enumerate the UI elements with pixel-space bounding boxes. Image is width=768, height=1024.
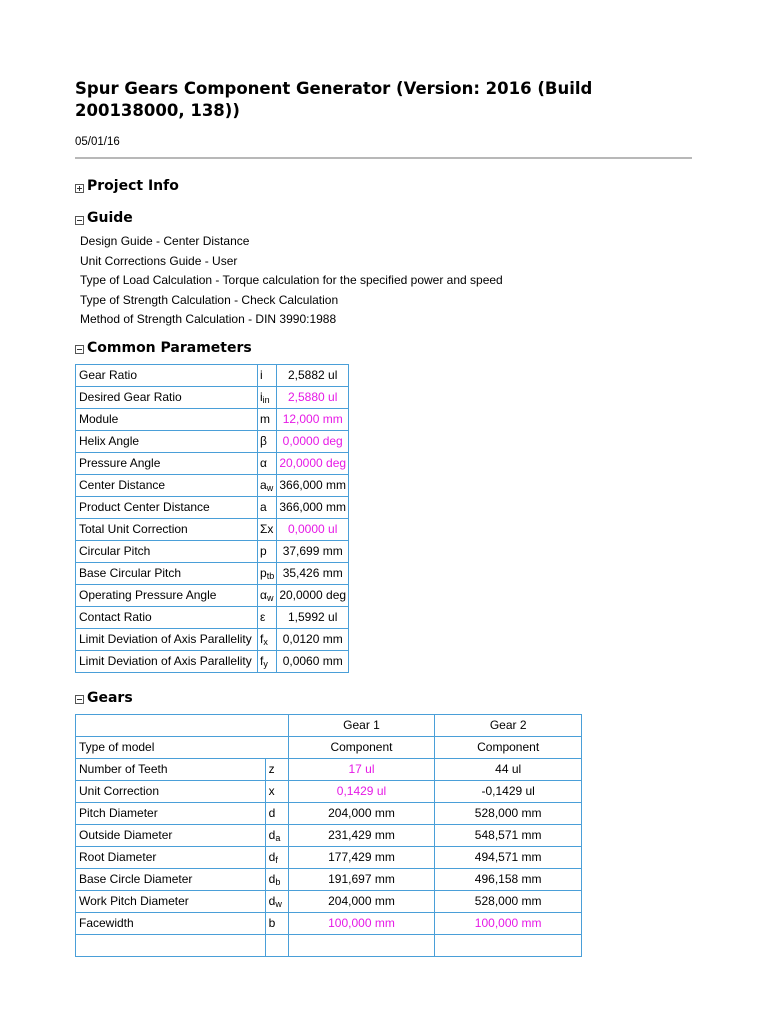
param-symbol bbox=[258, 540, 277, 562]
param-name: Limit Deviation of Axis Parallelity bbox=[76, 628, 258, 650]
gear-parameter-row bbox=[76, 912, 582, 934]
param-value: 0,0000 deg bbox=[277, 430, 349, 452]
gear1-value: 191,697 mm bbox=[288, 868, 435, 890]
parameter-row bbox=[76, 562, 349, 584]
parameter-row bbox=[76, 452, 349, 474]
param-symbol bbox=[265, 912, 288, 934]
symbol: i bbox=[260, 390, 263, 404]
param-symbol bbox=[258, 606, 277, 628]
header-blank-cell bbox=[76, 714, 289, 736]
param-symbol bbox=[265, 868, 288, 890]
param-symbol bbox=[265, 824, 288, 846]
param-symbol bbox=[258, 628, 277, 650]
gear1-value: 177,429 mm bbox=[288, 846, 435, 868]
param-symbol bbox=[258, 496, 277, 518]
section-guide-label: Guide bbox=[87, 210, 133, 226]
symbol: d bbox=[268, 872, 276, 886]
gear1-value: 204,000 mm bbox=[288, 890, 435, 912]
param-value: 1,5992 ul bbox=[277, 606, 349, 628]
symbol: p bbox=[260, 566, 267, 580]
gear1-value: 231,429 mm bbox=[288, 824, 435, 846]
gear2-value: 528,000 mm bbox=[435, 802, 582, 824]
guide-line: Unit Corrections Guide - User bbox=[80, 253, 238, 268]
param-symbol bbox=[258, 518, 277, 540]
parameter-row bbox=[76, 496, 349, 518]
guide-line: Type of Load Calculation - Torque calculation for the specified power and speed bbox=[80, 273, 503, 287]
gear1-value: 0,1429 ul bbox=[288, 780, 435, 802]
symbol-subscript: a bbox=[275, 833, 281, 843]
symbol-subscript: w bbox=[266, 483, 274, 493]
collapse-icon[interactable] bbox=[75, 695, 84, 704]
param-name: Outside Diameter bbox=[76, 824, 266, 846]
parameter-row bbox=[76, 430, 349, 452]
param-name: Circular Pitch bbox=[76, 540, 258, 562]
symbol: d bbox=[268, 828, 276, 842]
param-symbol bbox=[258, 562, 277, 584]
gear2-value: -0,1429 ul bbox=[435, 780, 582, 802]
param-symbol bbox=[258, 386, 277, 408]
param-name: Root Diameter bbox=[76, 846, 266, 868]
section-project-info[interactable] bbox=[75, 176, 693, 196]
parameter-row bbox=[76, 628, 349, 650]
symbol-subscript: in bbox=[262, 395, 270, 405]
param-name: Total Unit Correction bbox=[76, 518, 258, 540]
parameter-row bbox=[76, 606, 349, 628]
section-guide[interactable] bbox=[75, 208, 693, 228]
symbol: β bbox=[260, 434, 267, 448]
param-value: 366,000 mm bbox=[277, 496, 349, 518]
param-value: 2,5882 ul bbox=[277, 364, 349, 386]
symbol-subscript: b bbox=[275, 877, 281, 887]
gear2-value: 496,158 mm bbox=[435, 868, 582, 890]
param-name: Desired Gear Ratio bbox=[76, 386, 258, 408]
symbol-subscript: w bbox=[275, 899, 282, 909]
symbol-subscript: y bbox=[263, 659, 268, 669]
section-common-parameters-label: Common Parameters bbox=[87, 339, 252, 356]
param-value: 0,0000 ul bbox=[277, 518, 349, 540]
symbol-subscript: x bbox=[263, 637, 268, 647]
common-parameters-table bbox=[75, 364, 349, 673]
gear1-value: 204,000 mm bbox=[288, 802, 435, 824]
param-name: Contact Ratio bbox=[76, 606, 258, 628]
param-name: Type of model bbox=[76, 736, 289, 758]
gear2-value: Component bbox=[435, 736, 582, 758]
gear2-value: 44 ul bbox=[435, 758, 582, 780]
param-value: 35,426 mm bbox=[277, 562, 349, 584]
report-page bbox=[75, 78, 693, 957]
param-symbol bbox=[258, 364, 277, 386]
gear2-value: 100,000 mm bbox=[435, 912, 582, 934]
parameter-row bbox=[76, 474, 349, 496]
symbol: d bbox=[268, 806, 276, 820]
param-name: Pressure Angle bbox=[76, 452, 258, 474]
symbol: i bbox=[260, 368, 263, 382]
gear2-value: 494,571 mm bbox=[435, 846, 582, 868]
symbol: α bbox=[260, 588, 267, 602]
section-project-info-label: Project Info bbox=[87, 178, 179, 194]
param-symbol bbox=[258, 474, 277, 496]
symbol: f bbox=[260, 632, 264, 646]
section-gears[interactable] bbox=[75, 688, 693, 708]
parameter-row bbox=[76, 408, 349, 430]
gear-parameter-row bbox=[76, 868, 582, 890]
collapse-icon[interactable] bbox=[75, 345, 84, 354]
gear1-value: Component bbox=[288, 736, 435, 758]
symbol-subscript: tb bbox=[266, 571, 275, 581]
gear-parameter-row bbox=[76, 758, 582, 780]
empty-cell bbox=[435, 934, 582, 956]
param-name: Helix Angle bbox=[76, 430, 258, 452]
param-name: Product Center Distance bbox=[76, 496, 258, 518]
param-name: Limit Deviation of Axis Parallelity bbox=[76, 650, 258, 672]
symbol: a bbox=[260, 500, 267, 514]
guide-line: Method of Strength Calculation - DIN 3990:1988 bbox=[80, 312, 337, 326]
param-value: 0,0120 mm bbox=[277, 628, 349, 650]
expand-icon[interactable] bbox=[75, 184, 84, 193]
param-name: Base Circle Diameter bbox=[76, 868, 266, 890]
parameter-row bbox=[76, 650, 349, 672]
param-name: Pitch Diameter bbox=[76, 802, 266, 824]
param-symbol bbox=[265, 780, 288, 802]
symbol: p bbox=[260, 544, 267, 558]
param-value: 20,0000 deg bbox=[277, 452, 349, 474]
gear-parameter-row bbox=[76, 780, 582, 802]
param-value: 12,000 mm bbox=[277, 408, 349, 430]
guide-line: Design Guide - Center Distance bbox=[80, 234, 250, 248]
param-value: 2,5880 ul bbox=[277, 386, 349, 408]
param-value: 0,0060 mm bbox=[277, 650, 349, 672]
param-symbol bbox=[258, 650, 277, 672]
param-name: Gear Ratio bbox=[76, 364, 258, 386]
symbol: d bbox=[268, 850, 276, 864]
param-name: Number of Teeth bbox=[76, 758, 266, 780]
gear2-value: 528,000 mm bbox=[435, 890, 582, 912]
empty-row bbox=[76, 934, 582, 956]
symbol-subscript: w bbox=[266, 593, 274, 603]
empty-cell bbox=[76, 934, 266, 956]
param-symbol bbox=[258, 584, 277, 606]
param-name: Work Pitch Diameter bbox=[76, 890, 266, 912]
param-symbol bbox=[258, 430, 277, 452]
parameter-row bbox=[76, 518, 349, 540]
param-symbol bbox=[258, 408, 277, 430]
param-symbol bbox=[265, 846, 288, 868]
parameter-row bbox=[76, 364, 349, 386]
title-divider bbox=[75, 157, 692, 159]
param-symbol bbox=[258, 452, 277, 474]
gear-parameter-row bbox=[76, 890, 582, 912]
type-of-model-row bbox=[76, 736, 582, 758]
symbol-subscript: f bbox=[275, 855, 278, 865]
param-symbol bbox=[265, 758, 288, 780]
symbol: Σx bbox=[260, 522, 274, 536]
symbol: ε bbox=[260, 610, 266, 624]
gears-header-row bbox=[76, 714, 582, 736]
symbol: b bbox=[268, 916, 276, 930]
gear1-value: 100,000 mm bbox=[288, 912, 435, 934]
param-name: Unit Correction bbox=[76, 780, 266, 802]
symbol: f bbox=[260, 654, 264, 668]
parameter-row bbox=[76, 386, 349, 408]
gear1-header: Gear 1 bbox=[288, 714, 435, 736]
parameter-row bbox=[76, 584, 349, 606]
param-value: 20,0000 deg bbox=[277, 584, 349, 606]
param-value: 366,000 mm bbox=[277, 474, 349, 496]
symbol: α bbox=[260, 456, 267, 470]
gear2-value: 548,571 mm bbox=[435, 824, 582, 846]
guide-list bbox=[80, 232, 693, 330]
section-common-parameters[interactable] bbox=[75, 338, 693, 358]
section-gears-label: Gears bbox=[87, 689, 133, 706]
collapse-icon[interactable] bbox=[75, 216, 84, 225]
param-symbol bbox=[265, 890, 288, 912]
param-name: Module bbox=[76, 408, 258, 430]
symbol: z bbox=[268, 762, 275, 776]
empty-cell bbox=[288, 934, 435, 956]
symbol: d bbox=[268, 894, 276, 908]
param-name: Operating Pressure Angle bbox=[76, 584, 258, 606]
param-name: Facewidth bbox=[76, 912, 266, 934]
symbol: a bbox=[260, 478, 267, 492]
gears-table bbox=[75, 714, 582, 957]
gear2-header: Gear 2 bbox=[435, 714, 582, 736]
gear-parameter-row bbox=[76, 824, 582, 846]
page-title: Spur Gears Component Generator (Version: 2016 (Build 200138000, 138)) bbox=[75, 79, 593, 120]
gear-parameter-row bbox=[76, 846, 582, 868]
gear-parameter-row bbox=[76, 802, 582, 824]
symbol: x bbox=[268, 784, 275, 798]
param-value: 37,699 mm bbox=[277, 540, 349, 562]
symbol: m bbox=[260, 412, 270, 426]
guide-line: Type of Strength Calculation - Check Calculation bbox=[80, 292, 339, 307]
param-name: Center Distance bbox=[76, 474, 258, 496]
empty-cell bbox=[265, 934, 288, 956]
param-symbol bbox=[265, 802, 288, 824]
parameter-row bbox=[76, 540, 349, 562]
report-date: 05/01/16 bbox=[75, 136, 120, 148]
gear1-value: 17 ul bbox=[288, 758, 435, 780]
param-name: Base Circular Pitch bbox=[76, 562, 258, 584]
